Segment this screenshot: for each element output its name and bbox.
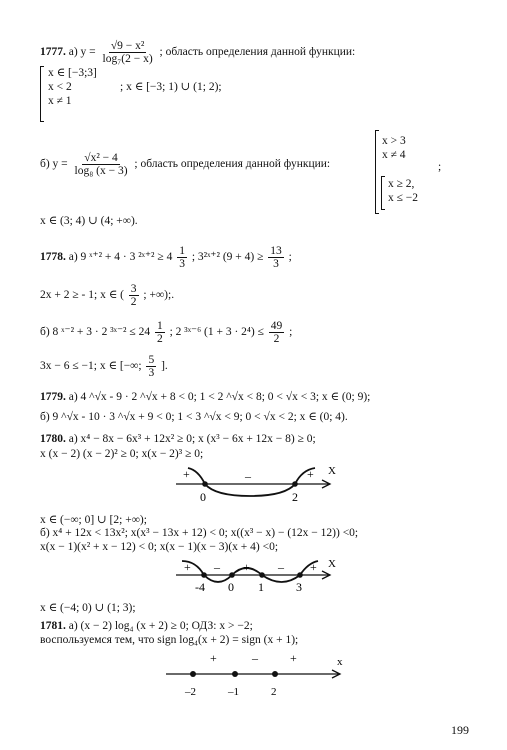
- fraction: $\frac{3}{2}$: [130, 283, 137, 308]
- sign-minus: –: [278, 560, 284, 574]
- system-conditions: x > 3 x ≠ 4: [382, 135, 406, 161]
- tick-label: 3: [296, 580, 302, 594]
- problem-1778-a: 1778. а) 9 ˣ⁺² + 4 · 3 ²ˣ⁺² ≥ 4 $\frac{1}{3}$ ; 3²ˣ⁺² (9 + 4) ≥ $\frac{13}{3}$ ;: [40, 245, 292, 270]
- tick-label: 2: [271, 686, 277, 698]
- solution-line: воспользуемся тем, что sign log₄(x + 2) = sign (x + 1);: [40, 634, 299, 646]
- solution-line: 2x + 2 ≥ - 1; x ∈ ( $\frac{3}{2}$ ; +∞);.: [40, 283, 175, 308]
- sign-plus: +: [184, 560, 191, 574]
- fraction: $\frac{49}{2}$: [270, 320, 283, 345]
- sign-minus: –: [245, 469, 251, 483]
- fraction: $\frac{\text{√x² − 4}}{\text{log₈ (x − 3)}}$: [74, 152, 128, 177]
- tick-label: –2: [185, 686, 196, 698]
- point-2: [272, 671, 278, 677]
- system-bracket: [381, 176, 385, 210]
- solution-line: 3x − 6 ≤ −1; x ∈ [−∞; $\frac{5}{3}$ ].: [40, 354, 168, 379]
- point-0: [229, 572, 235, 578]
- solution-line: x(x − 1)(x² + x − 12) < 0; x(x − 1)(x − 3)(x + 4) <0;: [40, 541, 279, 553]
- axis-label: X: [328, 465, 336, 477]
- problem-number: 1781.: [40, 620, 66, 632]
- point-2: [292, 481, 298, 487]
- sign-plus: +: [290, 651, 297, 665]
- point-1: [259, 572, 265, 578]
- sign-minus: –: [214, 560, 220, 574]
- sign-plus: +: [183, 467, 190, 481]
- tick-label: 1: [258, 580, 264, 594]
- tick-label: 2: [292, 490, 298, 504]
- problem-number: 1777.: [40, 46, 66, 59]
- system-bracket: [40, 66, 44, 122]
- solution-line: x (x − 2) (x − 2)² ≥ 0; x(x − 2)³ ≥ 0;: [40, 448, 204, 460]
- fraction: $\frac{13}{3}$: [270, 245, 282, 270]
- result-line: x ∈ (−4; 0) ∪ (1; 3);: [40, 602, 136, 614]
- problem-1779-b: б) 9 ^√x - 10 · 3 ^√x + 9 < 0; 1 < 3 ^√x < 9; 0 < √x < 2; x ∈ (0; 4).: [40, 411, 348, 423]
- fraction: $\frac{5}{3}$: [148, 354, 155, 379]
- point-3: [297, 572, 303, 578]
- point-minus2: [190, 671, 196, 677]
- sign-diagram-1: [0, 458, 507, 508]
- point-minus4: [201, 572, 207, 578]
- problem-1777-b: б) y = $\frac{\text{√x² − 4}}{\text{log₈ (x − 3)}}$ ; область определения данной функции:: [40, 152, 331, 177]
- page-number: 199: [451, 723, 469, 737]
- sign-curve: [182, 561, 318, 582]
- sign-plus: +: [310, 560, 317, 574]
- tick-label: –1: [228, 686, 239, 698]
- system-conditions: x ∈ [−3;3] x < 2 x ≠ 1: [48, 67, 97, 107]
- result-line: x ∈ (−∞; 0] ∪ [2; +∞);: [40, 514, 147, 526]
- textbook-page: 1777. а) y = $\frac{\text{√9 − x²}}{\text{log₇(2 − x)}}$ ; область определения данной функции: x ∈ [−3;3] x < 2 x ≠ 1 ; x ∈ [−3; 1) ∪ (1; 2); б) y = $\frac{\text{√x² − 4}}{\text{log₈ (x − 3)}}$ ; область определения данной функции: x > 3 x ≠ 4 ; x ≥ 2, x ≤ −2 x ∈ (3; 4) ∪ (4; +∞). 1778. а) 9 ˣ⁺² + 4 · 3 ²ˣ⁺² ≥ 4 $\frac{1}{3}$ ; 3²ˣ⁺² (9 + 4) ≥ $\frac{13}{3}$ ; 2x + 2 ≥ - 1; x ∈ ( $\frac{3}{2}$ ; +∞);. б) 8 ˣ⁻² + 3 · 2 ³ˣ⁻² ≤ 24 $\frac{1}{2}$ ; 2 ³ˣ⁻⁶ (1 + 3 · 2⁴) ≤ $\frac{49}{2}$ ; 3x − 6 ≤ −1; x ∈ [−∞; $\frac{5}{3}$ ]. 1779. а) 4 ^√x - 9 · 2 ^√x + 8 < 0; 1 < 2 ^√x < 8; 0 < √x < 3; x ∈ (0; 9); б) 9 ^√x - 10 · 3 ^√x + 9 < 0; 1 < 3 ^√x < 9; 0 < √x < 2; x ∈ (0; 4). 1780. а) x⁴ − 8x − 6x³ + 12x² ≥ 0; x (x³ − 6x + 12x − 8) ≥ 0; x (x − 2) (x − 2)² ≥ 0; x(x − 2)³ ≥ 0; + – + X 0 2 x ∈ (−∞; 0] ∪ [2; +∞); б) x⁴ + 12x < 13x²; x(x³ − 13x + 12) < 0; x((x³ − x) − (12x − 12)) <0; x(x − 1)(x² + x − 12) < 0; x(x − 1)(x − 3)(x + 4) <0; + – + – + X -4 0 1 3 x ∈ (−4; 0) ∪ (1; 3); 1781. а) (x − 2) log₄ (x + 2) ≥ 0; ОДЗ: x > −2; воспользуемся тем, что sign log₄(x + 2) = sign (x + 1); + – + x –2 –1 2 199: [0, 0, 507, 750]
- problem-1778-b: б) 8 ˣ⁻² + 3 · 2 ³ˣ⁻² ≤ 24 $\frac{1}{2}$ ; 2 ³ˣ⁻⁶ (1 + 3 · 2⁴) ≤ $\frac{49}{2}$ ;: [40, 320, 293, 345]
- fraction: $\frac{1}{3}$: [179, 245, 185, 270]
- fraction: $\frac{1}{2}$: [156, 320, 163, 345]
- problem-1780-a: 1780. а) x⁴ − 8x − 6x³ + 12x² ≥ 0; x (x³ − 6x + 12x − 8) ≥ 0;: [40, 433, 316, 445]
- problem-1777-a: 1777. а) y = $\frac{\text{√9 − x²}}{\text{log₇(2 − x)}}$ ; область определения данной функции:: [40, 40, 356, 65]
- problem-number: 1778.: [40, 251, 66, 264]
- system-result: ; x ∈ [−3; 1) ∪ (1; 2);: [120, 81, 222, 93]
- tick-label: -4: [195, 580, 205, 594]
- result-line: x ∈ (3; 4) ∪ (4; +∞).: [40, 215, 138, 227]
- point-0: [202, 481, 208, 487]
- sign-minus: –: [252, 651, 258, 665]
- problem-1781-a: 1781. а) (x − 2) log₄ (x + 2) ≥ 0; ОДЗ: x > −2;: [40, 620, 253, 632]
- sign-plus: +: [210, 651, 217, 665]
- system-conditions: x ≥ 2, x ≤ −2: [388, 178, 419, 204]
- sign-diagram-3: [0, 648, 507, 704]
- axis-label: x: [337, 656, 343, 668]
- problem-number: 1780.: [40, 433, 66, 445]
- problem-1780-b: б) x⁴ + 12x < 13x²; x(x³ − 13x + 12) < 0; x((x³ − x) − (12x − 12)) <0;: [40, 527, 359, 539]
- tick-label: 0: [228, 580, 234, 594]
- axis-label: X: [328, 558, 336, 570]
- sign-plus: +: [307, 467, 314, 481]
- tick-label: 0: [200, 490, 206, 504]
- point-minus1: [232, 671, 238, 677]
- fraction: $\frac{\text{√9 − x²}}{\text{log₇(2 − x)}}$: [102, 40, 153, 65]
- sign-plus: +: [243, 560, 250, 574]
- system-bracket: [375, 130, 379, 214]
- problem-number: 1779.: [40, 391, 66, 403]
- sign-diagram-2: [0, 553, 507, 599]
- problem-1779-a: 1779. а) 4 ^√x - 9 · 2 ^√x + 8 < 0; 1 < 2 ^√x < 8; 0 < √x < 3; x ∈ (0; 9);: [40, 391, 371, 403]
